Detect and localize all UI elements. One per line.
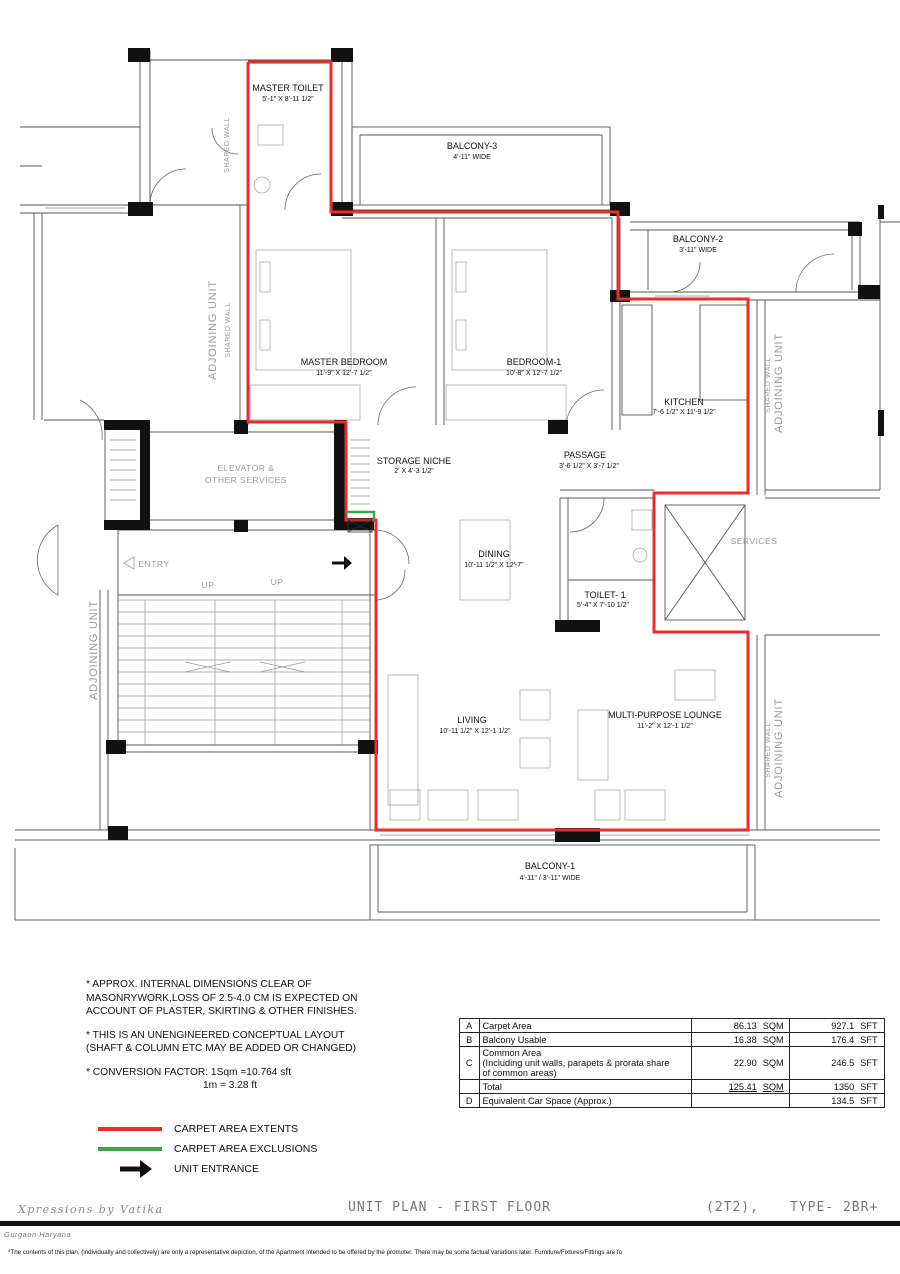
windows (45, 208, 750, 835)
lounge-name: MULTI-PURPOSE LOUNGE (608, 710, 722, 720)
stair-up-label-1: UP (201, 580, 215, 590)
footer-divider (0, 1221, 900, 1226)
note-conversion-line1: * CONVERSION FACTOR: 1Sqm =10.764 sft (86, 1066, 292, 1078)
kitchen-dim: 7'-6 1/2" X 11'-9 1/2" (652, 409, 716, 416)
table-row: Total 125.41 SQM 1350 SFT (460, 1080, 885, 1094)
master-bedroom-dim: 11'-9" X 12'-7 1/2" (316, 370, 372, 377)
dining-dim: 10'-11 1/2" X 12'-7" (464, 562, 524, 569)
unit-type: TYPE- 2BR+ (790, 1200, 879, 1215)
bedroom-1-name: BEDROOM-1 (506, 357, 562, 367)
balcony-2-name: BALCONY-2 (672, 234, 724, 244)
table-row: D Equivalent Car Space (Approx.) 134.5 SFT (460, 1094, 885, 1108)
note-unengineered: * THIS IS AN UNENGINEERED CONCEPTUAL LAYOUT (SHAFT & COLUMN ETC MAY BE ADDED OR CHANGED) (86, 1029, 357, 1054)
balcony-1-name: BALCONY-1 (524, 861, 576, 871)
master-bedroom-name: MASTER BEDROOM (300, 357, 388, 367)
table-row: C Common Area (Including unit walls, parapets & prorata share of common areas) 22.90 SQM 246.5 SFT (460, 1047, 885, 1080)
entry-label: ENTRY (138, 559, 170, 569)
legend-extents-label: CARPET AREA EXTENTS (174, 1123, 299, 1135)
disclaimer-text: *The contents of this plan, (individually and collectively) are only a representative depiction, of the Apartment intended to be offered by the promoter. There may be some factual variations later. Furniture/Fixtures/Fittings are fo (8, 1249, 623, 1256)
services-label: SERVICES (730, 536, 778, 546)
brand-name: Xpressions by Vatika (18, 1203, 164, 1216)
dining-name: DINING (478, 549, 510, 559)
elevator-label-line1: ELEVATOR & (217, 463, 275, 473)
bedroom-1-dim: 10'-8" X 12'-7 1/2" (506, 370, 562, 377)
note-dimensions: * APPROX. INTERNAL DIMENSIONS CLEAR OF MASONRYWORK,LOSS OF 2.5-4.0 CM IS EXPECTED ON ACCOUNT OF PLASTER, SKIRTING & OTHER FINISHES. (86, 979, 358, 1017)
table-row: B Balcony Usable 16.38 SQM 176.4 SFT (460, 1033, 885, 1047)
living-dim: 10'-11 1/2" X 12'-1 1/2" (439, 728, 511, 735)
legend-item-entrance (98, 1162, 259, 1176)
elevator-label-line2: OTHER SERVICES (205, 475, 287, 485)
balcony-3-dim: 4'-11" WIDE (453, 154, 491, 161)
legend-item-exclusions (98, 1142, 317, 1156)
storage-niche-name: STORAGE NICHE (376, 456, 452, 466)
shared-wall-label-right-bottom: SHARED WALL (765, 722, 772, 778)
unit-type-code: (2T2), (706, 1200, 759, 1215)
table-row: A Carpet Area 86.13 SQM 927.1 SFT (460, 1019, 885, 1033)
balcony-1-dim: 4'-11" / 3'-11" WIDE (519, 875, 581, 882)
master-toilet-name: MASTER TOILET (252, 83, 324, 93)
location-label: Gurgaon Haryana (4, 1230, 72, 1239)
note-conversion-line2: 1m = 3.28 ft (203, 1080, 258, 1091)
area-statement-table (459, 1018, 885, 1108)
stair-up-label-2: UP (270, 577, 284, 587)
balcony-3-name: BALCONY-3 (446, 141, 498, 151)
shared-wall-label-right-top: SHARED WALL (765, 357, 772, 413)
legend-red-swatch (98, 1127, 162, 1131)
kitchen-name: KITCHEN (664, 397, 704, 407)
adjoining-unit-label-left-bottom: ADJOINING UNIT (88, 600, 100, 700)
legend-entrance-label: UNIT ENTRANCE (174, 1163, 259, 1175)
shared-wall-label-top: SHARED WALL (224, 117, 231, 173)
legend-arrow-icon (98, 1159, 162, 1179)
passage-name: PASSAGE (563, 450, 607, 460)
living-name: LIVING (457, 715, 487, 725)
toilet-1-name: TOILET- 1 (584, 590, 626, 600)
plan-title: UNIT PLAN - FIRST FLOOR (348, 1200, 552, 1215)
adjoining-unit-label-left-top: ADJOINING UNIT (207, 280, 219, 380)
balcony-2-dim: 3'-11" WIDE (679, 247, 717, 254)
adjoining-unit-label-right-bottom: ADJOINING UNIT (773, 698, 785, 798)
passage-dim: 3'-6 1/2" X 3'-7 1/2" (559, 463, 619, 470)
legend-item-extents (98, 1122, 298, 1136)
lounge-dim: 11'-2" X 12'-1 1/2" (637, 723, 693, 730)
plan-notes (86, 978, 376, 1103)
storage-niche-dim: 2' X 4'-3 1/2" (394, 468, 434, 475)
legend-exclusions-label: CARPET AREA EXCLUSIONS (174, 1143, 318, 1155)
master-toilet-dim: 5'-1" X 8'-11 1/2" (262, 96, 314, 103)
adjoining-unit-label-right-top: ADJOINING UNIT (773, 333, 785, 433)
legend-green-swatch (98, 1147, 162, 1151)
shared-wall-label-left: SHARED WALL (225, 302, 232, 358)
entry-ghost-arrow-icon (124, 557, 134, 569)
unit-entrance-arrow (332, 556, 352, 570)
toilet-1-dim: 5'-4" X 7'-10 1/2" (576, 602, 630, 609)
